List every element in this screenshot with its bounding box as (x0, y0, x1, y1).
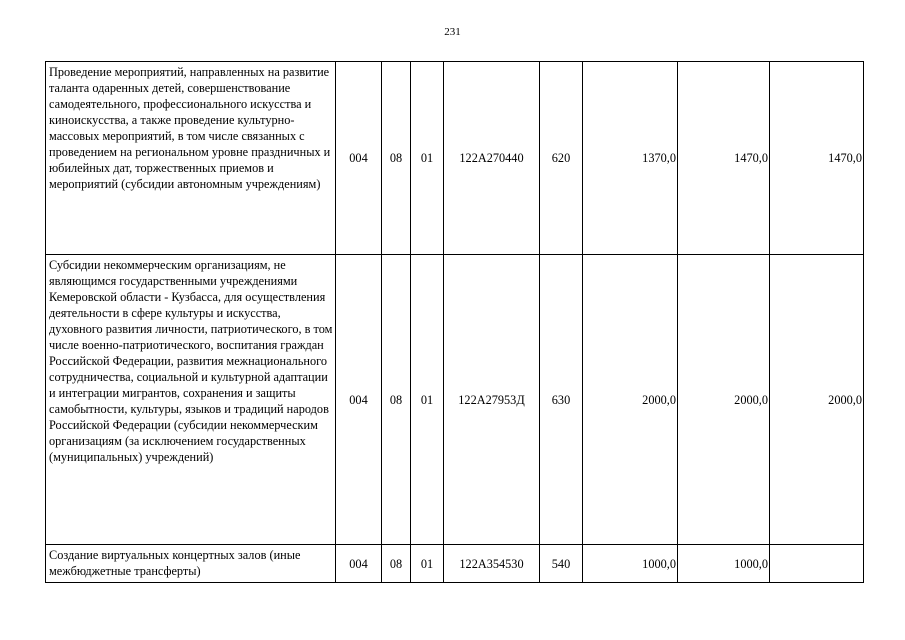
table-row (46, 545, 864, 583)
amount-year-2: 1000,0 (678, 545, 770, 583)
section-code: 08 (382, 255, 411, 545)
row-description: Проведение мероприятий, направленных на развитие таланта одаренных детей, совершенствование самодеятельного, профессионального искусства и киноискусства, а также проведение культурно-массовых мероприятий, в том числе связанных с проведением на региональном уровне праздничных и юбилейных дат, торжественных приемов и мероприятий (субсидии автономным учреждениям) (46, 62, 336, 255)
budget-table (45, 61, 864, 583)
section-code: 08 (382, 62, 411, 255)
expense-type-code: 630 (540, 255, 583, 545)
page-number: 231 (444, 26, 461, 38)
row-description: Субсидии некоммерческим организациям, не являющимся государственными учреждениями Кемеровской области - Кузбасса, для осуществления деятельности в сфере культуры и искусства, духовного развития личности, патриотического, в том числе военно-патриотического, воспитания граждан Российской Федерации, развития межнационального сотрудничества, социальной и культурной адаптации и интеграции мигрантов, сохранения и защиты самобытности, культуры, языков и традиций народов Российской Федерации (субсидии некоммерческим организациям (за исключением государственных (муниципальных) учреждений) (46, 255, 336, 545)
subsection-code: 01 (411, 255, 444, 545)
section-code: 08 (382, 545, 411, 583)
table-row (46, 62, 864, 255)
ministry-code: 004 (336, 545, 382, 583)
target-article-code: 122A27953Д (444, 255, 540, 545)
amount-year-2: 1470,0 (678, 62, 770, 255)
subsection-code: 01 (411, 62, 444, 255)
row-description: Создание виртуальных концертных залов (иные межбюджетные трансферты) (46, 545, 336, 583)
subsection-code: 01 (411, 545, 444, 583)
amount-year-3 (770, 545, 864, 583)
ministry-code: 004 (336, 62, 382, 255)
amount-year-1: 1000,0 (583, 545, 678, 583)
ministry-code: 004 (336, 255, 382, 545)
target-article-code: 122A270440 (444, 62, 540, 255)
amount-year-1: 2000,0 (583, 255, 678, 545)
amount-year-3: 2000,0 (770, 255, 864, 545)
expense-type-code: 620 (540, 62, 583, 255)
target-article-code: 122A354530 (444, 545, 540, 583)
table-row (46, 255, 864, 545)
amount-year-2: 2000,0 (678, 255, 770, 545)
expense-type-code: 540 (540, 545, 583, 583)
amount-year-1: 1370,0 (583, 62, 678, 255)
amount-year-3: 1470,0 (770, 62, 864, 255)
